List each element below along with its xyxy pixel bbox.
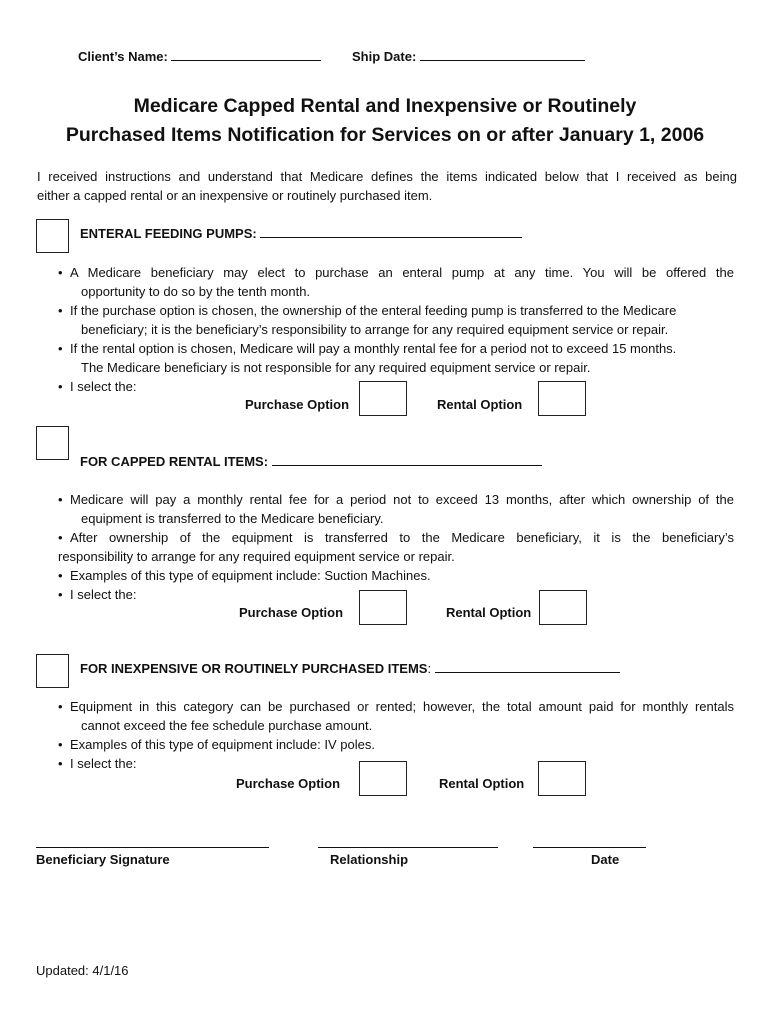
enteral-rental-label: Rental Option [437, 397, 523, 412]
enteral-purchase-checkbox[interactable] [359, 381, 407, 416]
capped-rental-checkbox[interactable] [539, 590, 587, 625]
enteral-bullet-1-line-2: opportunity to do so by the tenth month. [81, 284, 311, 299]
date-line[interactable] [533, 847, 646, 848]
capped-heading: FOR CAPPED RENTAL ITEMS: [80, 454, 269, 469]
enteral-section-checkbox[interactable] [36, 219, 69, 253]
page-title-line-1: Medicare Capped Rental and Inexpensive or Routinely [133, 95, 637, 117]
beneficiary-signature-label: Beneficiary Signature [36, 852, 170, 867]
capped-bullet-4: • I select the: [58, 587, 137, 602]
enteral-bullet-3-line-2: The Medicare beneficiary is not responsible for any required equipment service or repair. [81, 360, 591, 375]
client-name-row [78, 47, 321, 66]
inexpensive-rental-label: Rental Option [439, 776, 525, 791]
inexpensive-purchase-checkbox[interactable] [359, 761, 407, 796]
enteral-bullet-2-line-1: • If the purchase option is chosen, the ownership of the enteral feeding pump is transferred to the Medicare [58, 303, 677, 318]
intro-line-1: I received instructions and understand that Medicare defines the items indicated below that I received as being [37, 169, 737, 184]
ship-date-field[interactable] [420, 47, 585, 61]
inexpensive-purchase-label: Purchase Option [236, 776, 341, 791]
enteral-rental-checkbox[interactable] [538, 381, 586, 416]
capped-item-field[interactable] [272, 452, 542, 466]
enteral-bullet-1-line-1: • A Medicare beneficiary may elect to purchase an enteral pump at any time. You will be offered the [58, 265, 734, 280]
capped-bullet-1-line-1: • Medicare will pay a monthly rental fee for a period not to exceed 13 months, after which ownership of the [58, 492, 734, 507]
ship-date-row [352, 47, 585, 66]
client-name-label: Client’s Name: [78, 49, 168, 64]
capped-bullet-2-line-1: • After ownership of the equipment is transferred to the Medicare beneficiary, it is the beneficiary’s [58, 530, 734, 545]
enteral-bullet-3-line-1: • If the rental option is chosen, Medicare will pay a monthly rental fee for a period not to exceed 15 months. [58, 341, 677, 356]
capped-bullet-2-line-2: responsibility to arrange for any required equipment service or repair. [58, 549, 455, 564]
inexpensive-heading: FOR INEXPENSIVE OR ROUTINELY PURCHASED ITEMS [80, 661, 428, 676]
date-label: Date [591, 852, 620, 867]
enteral-purchase-label: Purchase Option [245, 397, 350, 412]
capped-section-checkbox[interactable] [36, 426, 69, 460]
enteral-item-field[interactable] [260, 224, 522, 238]
capped-heading-row [80, 452, 542, 471]
inexpensive-section-checkbox[interactable] [36, 654, 69, 688]
intro-line-2: either a capped rental or an inexpensive or routinely purchased item. [37, 188, 433, 203]
client-name-field[interactable] [171, 47, 321, 61]
capped-purchase-checkbox[interactable] [359, 590, 407, 625]
capped-bullet-1-line-2: equipment is transferred to the Medicare beneficiary. [81, 511, 384, 526]
relationship-label: Relationship [330, 852, 409, 867]
capped-purchase-label: Purchase Option [239, 605, 344, 620]
enteral-bullet-4: • I select the: [58, 379, 137, 394]
page-title-line-2: Purchased Items Notification for Services on or after January 1, 2006 [65, 124, 705, 146]
inexpensive-bullet-1-line-1: • Equipment in this category can be purchased or rented; however, the total amount paid for monthly rentals [58, 699, 734, 714]
inexpensive-heading-row: FOR INEXPENSIVE OR ROUTINELY PURCHASED ITEMS: [80, 659, 620, 678]
inexpensive-bullet-1-line-2: cannot exceed the fee schedule purchase amount. [81, 718, 373, 733]
beneficiary-signature-line[interactable] [36, 847, 269, 848]
capped-rental-label: Rental Option [446, 605, 532, 620]
enteral-heading: ENTERAL FEEDING PUMPS: [80, 226, 257, 241]
inexpensive-bullet-3: • I select the: [58, 756, 137, 771]
inexpensive-rental-checkbox[interactable] [538, 761, 586, 796]
inexpensive-bullet-2: • Examples of this type of equipment include: IV poles. [58, 737, 375, 752]
enteral-bullet-2-line-2: beneficiary; it is the beneficiary’s responsibility to arrange for any required equipment service or repair. [81, 322, 669, 337]
capped-bullet-3: • Examples of this type of equipment include: Suction Machines. [58, 568, 431, 583]
ship-date-label: Ship Date: [352, 49, 417, 64]
relationship-line[interactable] [318, 847, 498, 848]
inexpensive-item-field[interactable] [435, 659, 620, 673]
updated-date: Updated: 4/1/16 [36, 963, 129, 978]
enteral-heading-row [80, 224, 522, 243]
